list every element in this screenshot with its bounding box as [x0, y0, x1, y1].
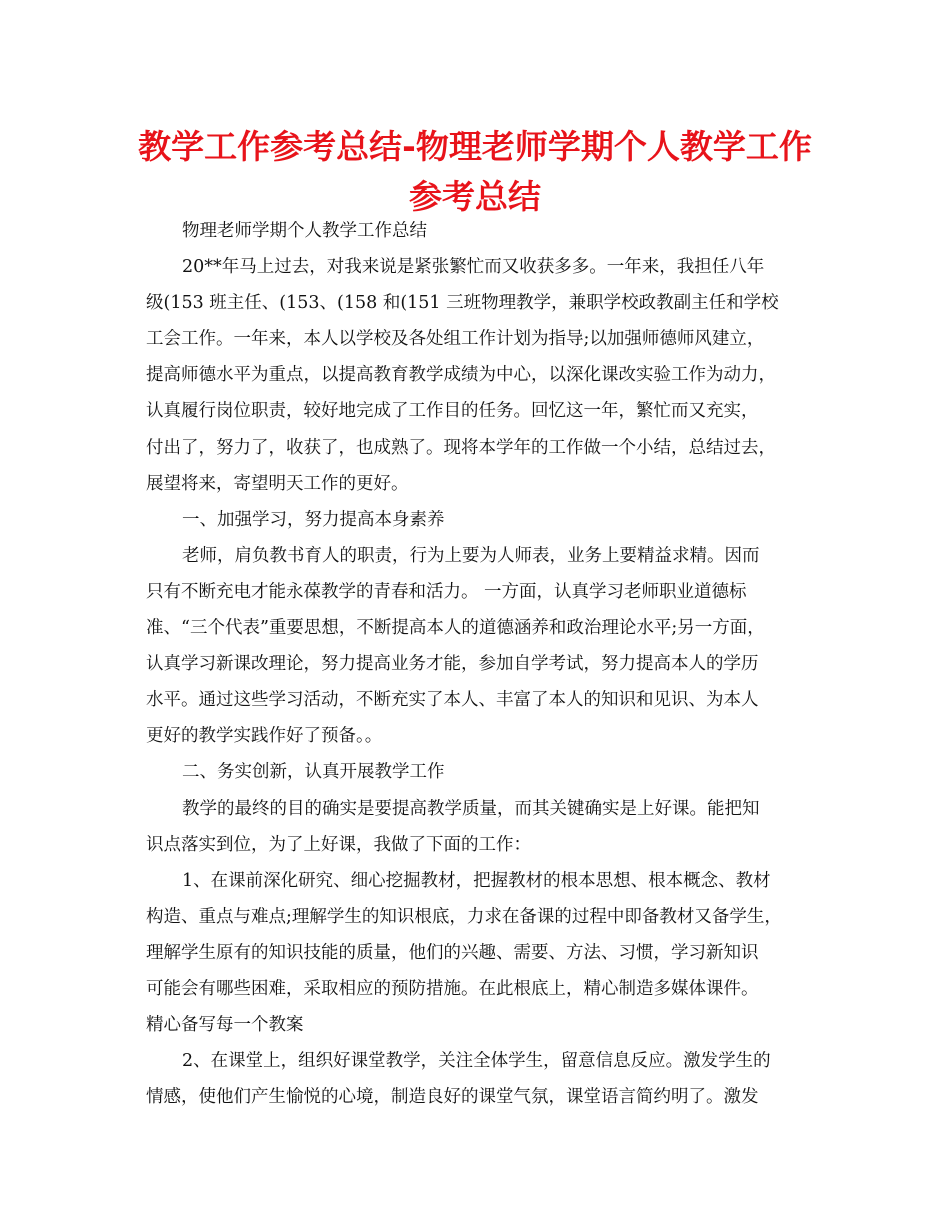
- paragraph-line: 构造、重点与难点;理解学生的知识根底，力求在备课的过程中即备教材又备学生，: [146, 906, 782, 927]
- paragraph-line: 老师，肩负教书育人的职责，行为上要为人师表，业务上要精益求精。因而: [182, 545, 760, 566]
- paragraph-line: 展望将来，寄望明天工作的更好。: [146, 473, 409, 494]
- paragraph-line: 认真履行岗位职责，较好地完成了工作目的任务。回忆这一年，繁忙而又充实，: [146, 401, 759, 422]
- list-item-line: 2、在课堂上，组织好课堂教学，关注全体学生，留意信息反应。激发学生的: [182, 1051, 771, 1072]
- list-item-line: 1、在课前深化研究、细心挖掘教材，把握教材的根本思想、根本概念、教材: [182, 870, 771, 891]
- paragraph-line: 识点落实到位，为了上好课，我做了下面的工作：: [146, 834, 531, 855]
- paragraph-line: 级(153 班主任、(153、(158 和(151 三班物理教学，兼职学校政教副主任和学校: [146, 293, 779, 314]
- paragraph-line: 教学的最终的目的确实是要提高教学质量，而其关键确实是上好课。能把知: [182, 798, 760, 819]
- section-heading: 二、务实创新，认真开展教学工作: [182, 762, 445, 783]
- title-line-2: 参考总结: [409, 177, 541, 216]
- subtitle-line: 物理老师学期个人教学工作总结: [182, 221, 427, 241]
- paragraph-line: 工会工作。一年来，本人以学校及各处组工作计划为指导;以加强师德师风建立，: [146, 329, 765, 350]
- paragraph-line: 只有不断充电才能永葆教学的青春和活力。 一方面，认真学习老师职业道德标: [146, 581, 747, 602]
- document-title: [130, 122, 820, 222]
- title-line-1: 教学工作参考总结-物理老师学期个人教学工作: [138, 127, 812, 166]
- paragraph-line: 更好的教学实践作好了预备。。: [146, 726, 383, 747]
- paragraph-line: 精心备写每一个教案: [146, 1015, 304, 1036]
- paragraph-line: 可能会有哪些困难，采取相应的预防措施。在此根底上，精心制造多媒体课件。: [146, 978, 759, 999]
- paragraph-line: 认真学习新课改理论，努力提高业务才能，参加自学考试，努力提高本人的学历: [146, 654, 759, 675]
- paragraph-line: 付出了，努力了，收获了，也成熟了。现将本学年的工作做一个小结，总结过去，: [146, 437, 776, 458]
- paragraph-line: 准、“三个代表”重要思想，不断提高本人的道德涵养和政治理论水平;另一方面，: [146, 618, 765, 639]
- document-body: [146, 213, 826, 1115]
- section-heading: 一、加强学习，努力提高本身素养: [182, 509, 445, 530]
- paragraph-line: 情感，使他们产生愉悦的心境，制造良好的课堂气氛，课堂语言简约明了。激发: [146, 1087, 759, 1108]
- paragraph-line: 理解学生原有的知识技能的质量，他们的兴趣、需要、方法、习惯，学习新知识: [146, 942, 759, 963]
- paragraph-line: 提高师德水平为重点，以提高教育教学成绩为中心，以深化课改实验工作为动力，: [146, 365, 776, 386]
- paragraph-line: 水平。通过这些学习活动，不断充实了本人、丰富了本人的知识和见识、为本人: [146, 690, 759, 711]
- paragraph-line: 20**年马上过去，对我来说是紧张繁忙而又收获多多。一年来，我担任八年: [182, 257, 765, 278]
